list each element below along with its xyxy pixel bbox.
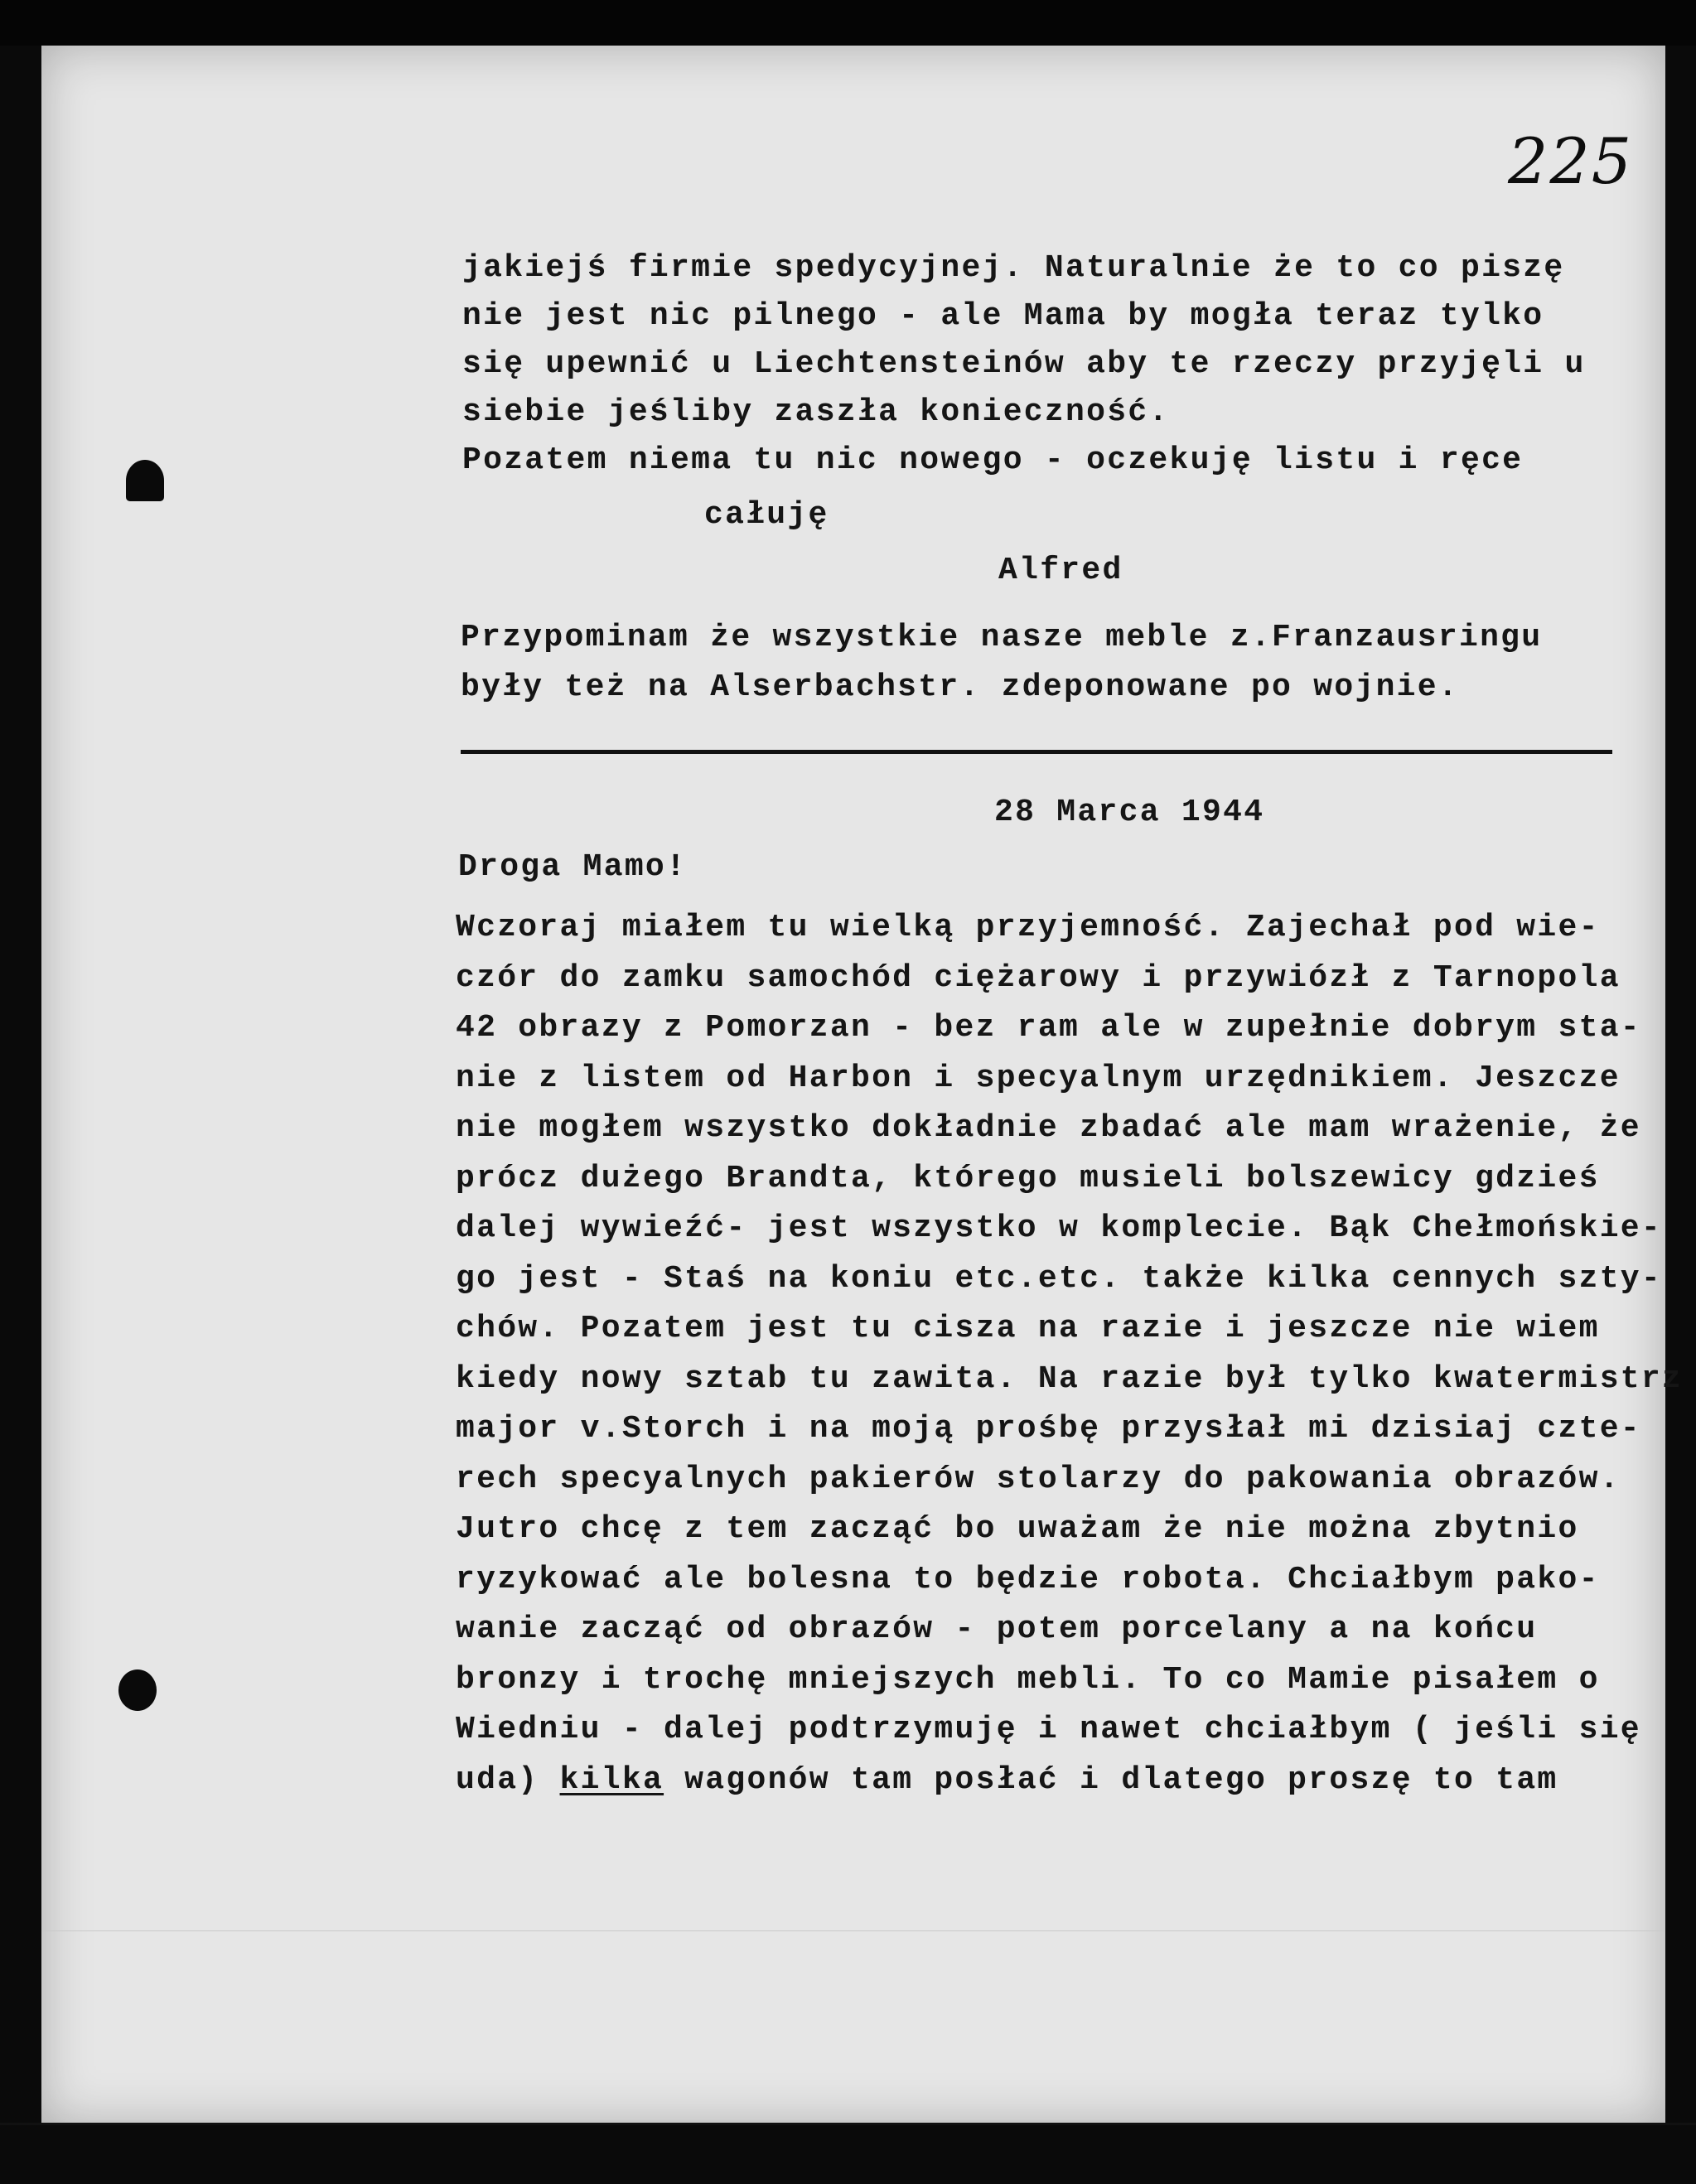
text-line: chów. Pozatem jest tu cisza na razie i jeszcze nie wiem [456, 1311, 1600, 1346]
page-crease [41, 1930, 1665, 1931]
text-line: były też na Alserbachstr. zdeponowane po wojnie. [461, 669, 1459, 705]
letter1-body [462, 244, 1586, 485]
signature-text: Alfred [998, 553, 1123, 588]
letter2-body [456, 903, 1683, 1805]
text-line: wanie zacząć od obrazów - potem porcelany a na końcu [456, 1611, 1538, 1647]
film-border-top [0, 0, 1696, 46]
text-line: Wczoraj miałem tu wielką przyjemność. Zajechał pod wie- [456, 910, 1600, 945]
film-border-bottom [0, 2123, 1696, 2125]
closing-text: całuję [704, 497, 829, 533]
salutation-text: Droga Mamo! [458, 849, 688, 885]
text-line: bronzy i trochę mniejszych mebli. To co Mamie pisałem o [456, 1661, 1600, 1698]
letter1-signature [998, 547, 1123, 595]
text-line: major v.Storch i na moją prośbę przysłał mi dzisiaj czte- [456, 1411, 1641, 1447]
date-text: 28 Marca 1944 [994, 795, 1265, 830]
text-line: prócz dużego Brandta, którego musieli bolszewicy gdzieś [456, 1160, 1600, 1196]
text-line: jakiejś firmie spedycyjnej. Naturalnie że to co piszę [462, 250, 1565, 286]
punch-hole-bottom [118, 1669, 157, 1711]
text-line: Pozatem niema tu nic nowego - oczekuję listu i ręce [462, 442, 1524, 478]
text-line: dalej wywieźć- jest wszystko w komplecie. Bąk Chełmońskie- [456, 1210, 1663, 1246]
text-line: rech specyalnych pakierów stolarzy do pakowania obrazów. [456, 1461, 1621, 1497]
text-line: siebie jeśliby zaszła konieczność. [462, 394, 1170, 430]
text-line: kiedy nowy sztab tu zawita. Na razie był tylko kwatermistrz [456, 1360, 1684, 1397]
section-divider [461, 750, 1612, 754]
last-line-start: uda) [456, 1761, 560, 1798]
last-line-end: wagonów tam posłać i dlatego proszę to tam [664, 1761, 1558, 1798]
text-line: nie jest nic pilnego - ale Mama by mogła teraz tylko [462, 298, 1544, 334]
letter2-date [994, 789, 1264, 837]
text-line: go jest - Staś na koniu etc.etc. także kilka cennych szty- [456, 1260, 1663, 1297]
text-line: Jutro chcę z tem zacząć bo uważam że nie można zbytnio [456, 1511, 1579, 1547]
text-line: nie z listem od Harbon i specyalnym urzędnikiem. Jeszcze [456, 1060, 1621, 1096]
text-line: Przypominam że wszystkie nasze meble z.Franzausringu [461, 620, 1543, 655]
text-line: się upewnić u Liechtensteinów aby te rzeczy przyjęli u [462, 346, 1586, 382]
text-line: 42 obrazy z Pomorzan - bez ram ale w zupełnie dobrym sta- [456, 1010, 1641, 1046]
text-line: czór do zamku samochód ciężarowy i przywiózł z Tarnopola [456, 959, 1621, 996]
letter1-closing [704, 491, 829, 539]
text-line: Wiedniu - dalej podtrzymuję i nawet chciałbym ( jeśli się [456, 1712, 1641, 1747]
letter2-salutation [458, 843, 687, 891]
postscript [461, 613, 1542, 713]
text-line: ryzykować ale bolesna to będzie robota. Chciałbym pako- [456, 1561, 1600, 1597]
text-line: nie mogłem wszystko dokładnie zbadać ale mam wrażenie, że [456, 1110, 1641, 1146]
underlined-word: kilka [559, 1761, 664, 1798]
text-line-last [456, 1756, 1683, 1806]
punch-hole-top [126, 460, 164, 501]
page-number: 225 [1508, 124, 1634, 198]
